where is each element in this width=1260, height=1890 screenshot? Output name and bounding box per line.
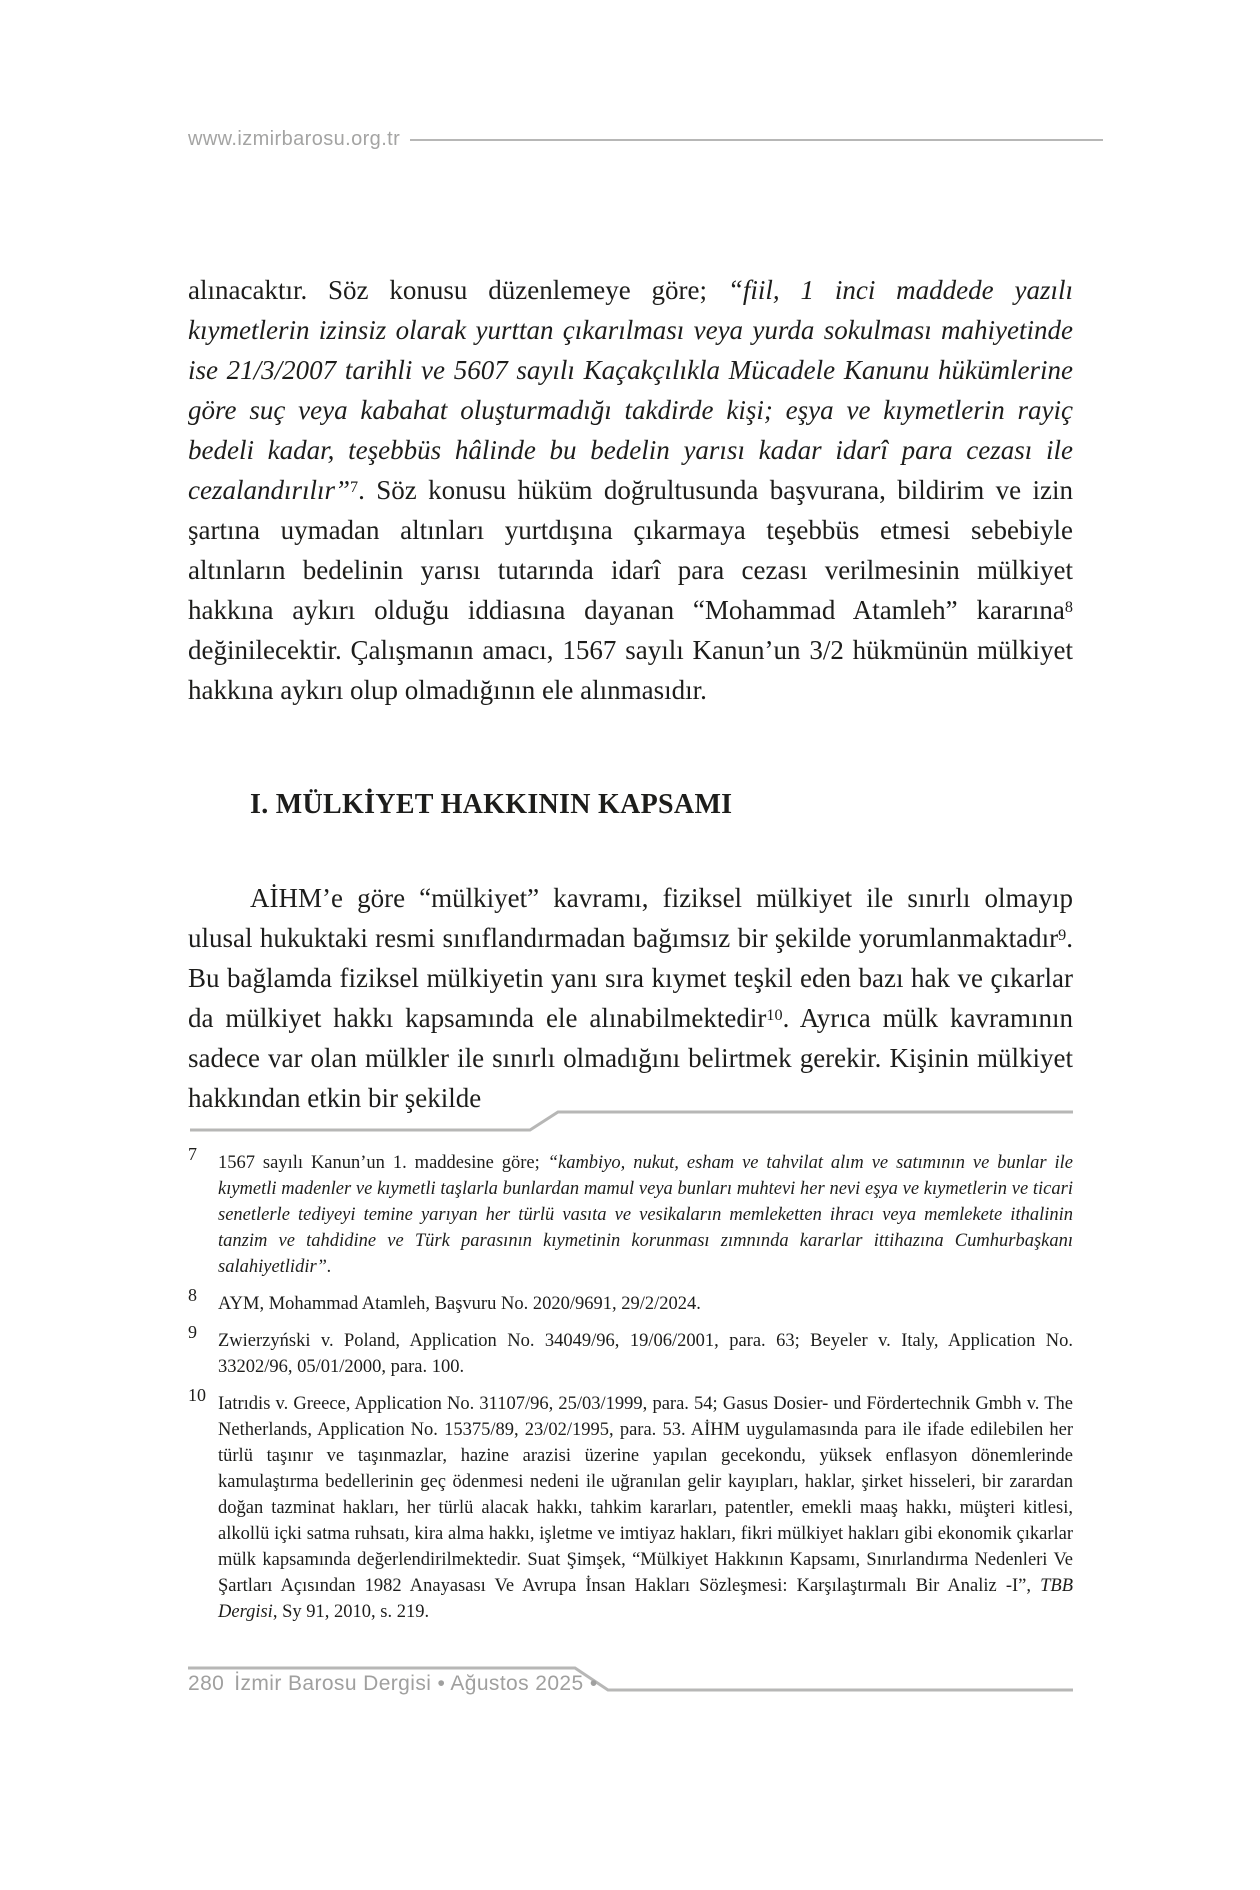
- text-run: AYM, Mohammad Atamleh, Başvuru No. 2020/9691, 29/2/2024.: [218, 1294, 701, 1314]
- footnotes-block: [188, 1144, 1074, 1636]
- body-paragraph-1: [188, 270, 1073, 710]
- footnote-number: 7: [188, 1144, 197, 1164]
- page-header: [188, 128, 1103, 151]
- text-run: Iatrıdis v. Greece, Application No. 31107/96, 25/03/1999, para. 54; Gasus Dosier- und Fördertechnik Gmbh v. The Netherlands, Application No. 15375/89, 23/02/1995, para. 53. AİHM uygulamasında para ile ifade edilebilen her türlü taşınır ve taşınmazlar, hazine arazisi üzerine yapılan gecekondu, yüksek enflasyon dönemlerinde kamulaştırma bedellerinin geç ödenmesi nedeni ile uğranılan gelir kayıpları, haklar, şirket hisseleri, bir zarardan doğan tazminat hakları, her türlü alacak hakkı, tahkim kararları, patentler, emekli maaş hakkı, müşteri kitlesi, alkollü içki satma ruhsatı, kira alma hakkı, işletme ve imtiyaz hakları, fikri mülkiyet hakları gibi ekonomik çıkarlar mülk kapsamında değerlendirilmektedir. Suat Şimşek, “Mülkiyet Hakkının Kapsamı, Sınırlandırma Nedenleri Ve Şartları Açısından 1982 Anayasası Ve Avrupa İnsan Hakları Sözleşmesi: Karşılaştırmalı Bir Analiz -I”,: [218, 1394, 1073, 1596]
- footnote-8: [188, 1285, 1073, 1317]
- site-url: www.izmirbarosu.org.tr: [188, 128, 401, 150]
- text-run: 10: [766, 1005, 783, 1024]
- footnote-number: 8: [188, 1285, 197, 1305]
- text-run: “kambiyo, nukut, esham ve tahvilat alım ve satımının ve bunlar ile kıymetli madenler ve kıymetli taşlarla bunlardan mamul veya bunları muhtevi her nevi eşya ve kıymetlerin ve ticari senetlerle tediyeyi temine yarıyan her türlü vasıta ve vesikaların memleketten ihracı veya memlekete ithalinin tanzim ve tahdidine ve Türk parasının kıymetinin korunması zımnında kararlar ittihazına Cumhurbaşkanı salahiyetlidir”.: [218, 1153, 1074, 1277]
- text-run: . Bu bağlamda fiziksel mülkiyetin yanı sıra kıymet teşkil eden bazı hak ve çıkarlar da mülkiyet hakkı kapsamında ele alınabilmektedir: [188, 923, 1073, 1033]
- text-run: 9: [1058, 925, 1067, 944]
- text-run: değinilecektir. Çalışmanın amacı, 1567 sayılı Kanun’un 3/2 hükmünün mülkiyet hakkına aykırı olup olmadığının ele alınmasıdır.: [188, 635, 1073, 705]
- footnote-9: [188, 1322, 1073, 1380]
- text-run: 7: [350, 477, 359, 496]
- text-run: TBB Dergisi: [218, 1576, 1073, 1622]
- body-paragraph-2: [188, 878, 1073, 1118]
- text-run: AİHM’e göre “mülkiyet” kavramı, fiziksel mülkiyet ile sınırlı olmayıp ulusal hukuktaki resmi sınıflandırmadan bağımsız bir şekilde yorumlanmaktadır: [188, 883, 1073, 953]
- journal-footer-line: İzmir Barosu Dergisi • Ağustos 2025 •: [234, 1672, 598, 1695]
- page-number: 280: [188, 1672, 225, 1695]
- footnote-text: [218, 1394, 1073, 1622]
- text-run: Zwierzyński v. Poland, Application No. 34049/96, 19/06/2001, para. 63; Beyeler v. Italy, Application No. 33202/96, 05/01/2000, para. 100.: [218, 1331, 1073, 1377]
- footnote-text: [218, 1294, 701, 1314]
- footnote-number: 10: [188, 1385, 206, 1405]
- text-run: . Ayrıca mülk kavramının sadece var olan mülkler ile sınırlı olmadığını belirtmek gerekir. Kişinin mülkiyet hakkından etkin bir şekilde: [188, 1003, 1073, 1113]
- text-run: . Söz konusu hüküm doğrultusunda başvurana, bildirim ve izin şartına uymadan altınları yurtdışına çıkarmaya teşebbüs etmesi sebebiyle altınların bedelinin yarısı tutarında idarî para cezası verilmesinin mülkiyet hakkına aykırı olduğu iddiasına dayanan “Mohammad Atamleh” kararına: [188, 475, 1073, 625]
- section-heading: I. MÜLKİYET HAKKININ KAPSAMI: [250, 789, 733, 821]
- footnote-text: [218, 1331, 1073, 1377]
- footnote-text: [218, 1153, 1073, 1277]
- footnote-number: 9: [188, 1322, 197, 1342]
- text-run: 8: [1064, 597, 1073, 616]
- footnote-7: [188, 1144, 1074, 1280]
- text-run: alınacaktır. Söz konusu düzenlemeye göre;: [188, 275, 728, 305]
- text-run: 1567 sayılı Kanun’un 1. maddesine göre;: [218, 1153, 548, 1173]
- text-run: “fiil, 1 inci maddede yazılı kıymetlerin izinsiz olarak yurttan çıkarılması veya yurda sokulması mahiyetinde ise 21/3/2007 tarihli ve 5607 sayılı Kaçakçılıkla Mücadele Kanunu hükümlerine göre suç veya kabahat oluşturmadığı takdirde kişi; eşya ve kıymetlerin rayiç bedeli kadar, teşebbüs hâlinde bu bedelin yarısı kadar idarî para cezası ile cezalandırılır”: [188, 275, 1073, 505]
- header-rule: [410, 139, 1103, 141]
- text-run: , Sy 91, 2010, s. 219.: [272, 1602, 430, 1622]
- page-footer: [188, 1672, 598, 1696]
- footnote-10: [188, 1385, 1073, 1625]
